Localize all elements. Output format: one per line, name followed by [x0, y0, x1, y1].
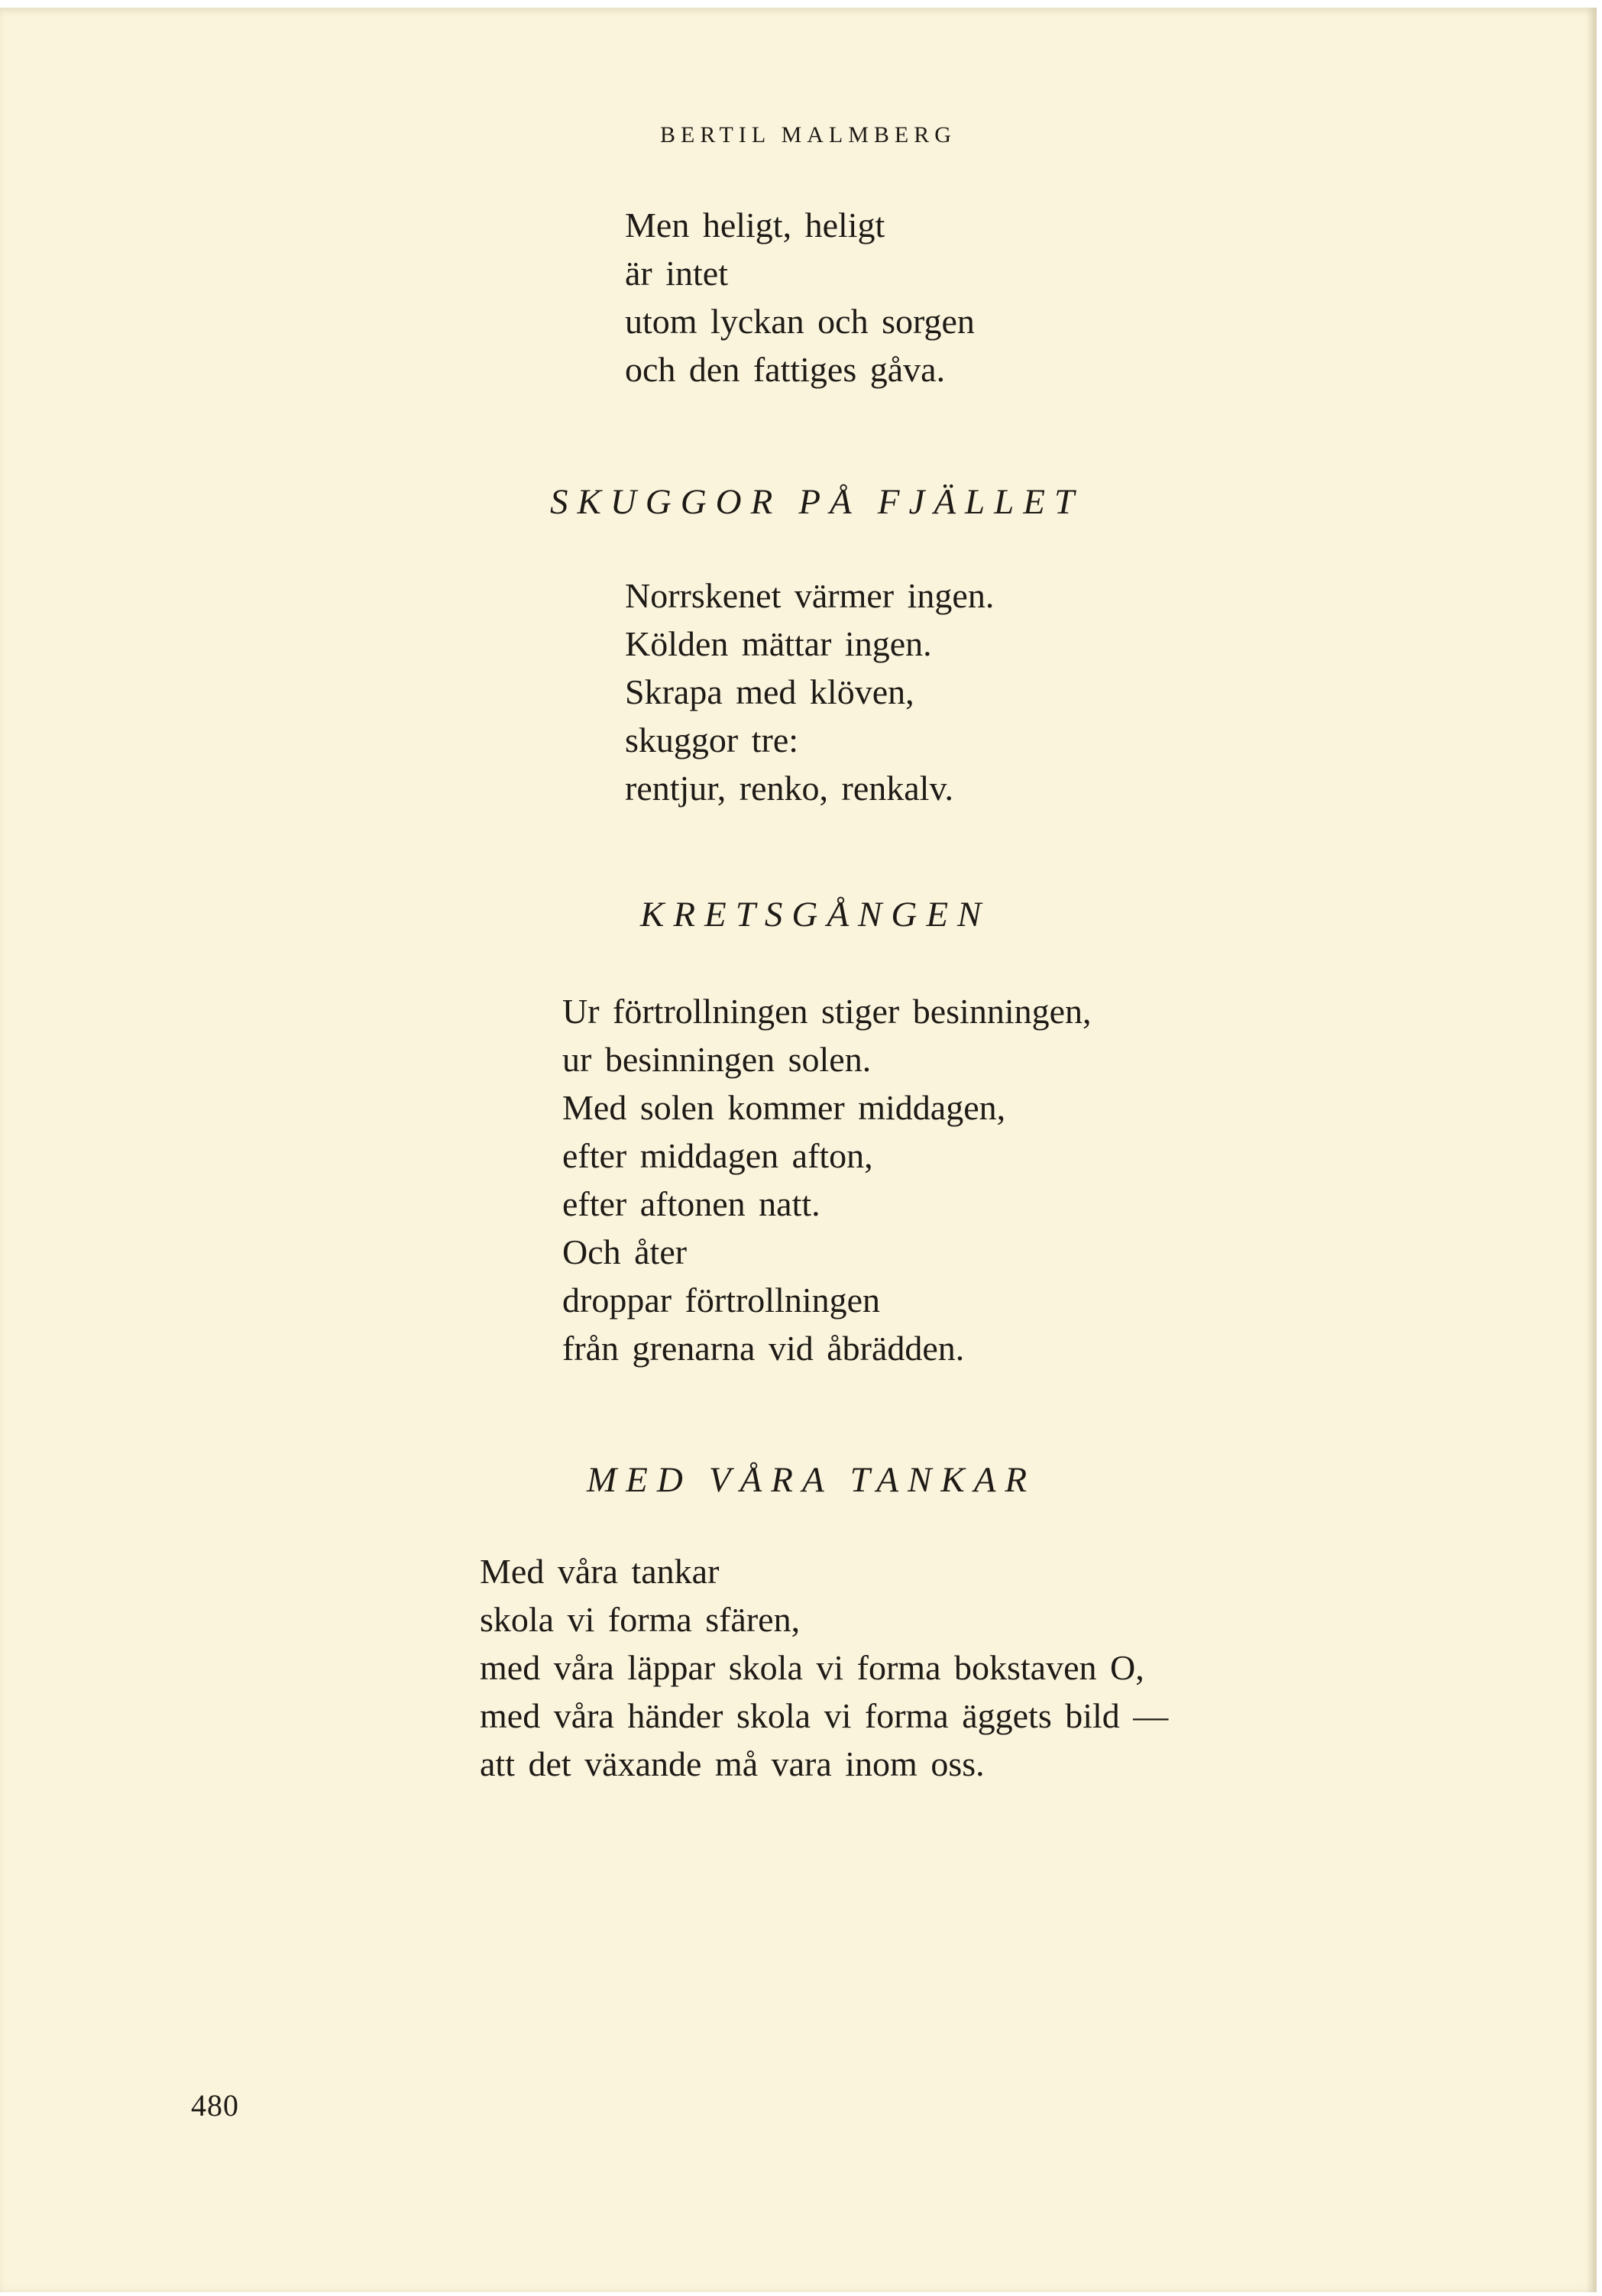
poem-line: med våra läppar skola vi forma bokstaven O,: [480, 1648, 1144, 1687]
poem-line: med våra händer skola vi forma äggets bild —: [480, 1696, 1169, 1735]
poem-line: från grenarna vid åbrädden.: [562, 1329, 965, 1368]
poem-med-vara-tankar-stanza: [480, 1547, 1168, 1788]
poem-line: rentjur, renko, renkalv.: [625, 769, 953, 808]
running-head: BERTIL MALMBERG: [660, 122, 956, 147]
book-page: [0, 8, 1597, 2292]
poem-line: Men heligt, heligt: [625, 206, 885, 244]
poem-title-skuggor-pa-fjallet: [550, 481, 1083, 523]
poem-line: Med våra tankar: [480, 1552, 720, 1591]
poem-line: är intet: [625, 254, 728, 293]
poem-line: skola vi forma sfären,: [480, 1600, 801, 1639]
poem-line: efter middagen afton,: [562, 1136, 873, 1175]
poem-skuggor-pa-fjallet-stanza: [625, 572, 994, 812]
title-word: PÅ: [798, 482, 861, 522]
poem-line: droppar förtrollningen: [562, 1281, 881, 1320]
poem-line: utom lyckan och sorgen: [625, 302, 975, 341]
poem-line: Norrskenet värmer ingen.: [625, 576, 995, 615]
poem-kretsgangen-stanza: [562, 987, 1092, 1372]
poem-title-med-vara-tankar: [587, 1459, 1036, 1501]
poem-fragment-stanza: [625, 201, 975, 393]
title-word: KRETSGÅNGEN: [640, 895, 991, 934]
page-number: 480: [191, 2088, 239, 2123]
poem-line: att det växande må vara inom oss.: [480, 1744, 985, 1783]
poem-line: skuggor tre:: [625, 721, 799, 759]
poem-line: och den fattiges gåva.: [625, 350, 946, 389]
title-word: SKUGGOR: [550, 482, 782, 522]
poem-line: Skrapa med klöven,: [625, 672, 914, 711]
title-word: TANKAR: [850, 1460, 1037, 1500]
poem-line: ur besinningen solen.: [562, 1040, 872, 1079]
poem-line: Kölden mättar ingen.: [625, 624, 932, 663]
poem-line: efter aftonen natt.: [562, 1184, 820, 1223]
title-word: MED: [587, 1460, 692, 1500]
poem-line: Och åter: [562, 1232, 688, 1271]
poem-title-kretsgangen: [640, 894, 990, 935]
title-word: VÅRA: [708, 1460, 833, 1500]
title-word: FJÄLLET: [877, 482, 1084, 522]
poem-line: Ur förtrollningen stiger besinningen,: [562, 992, 1092, 1031]
poem-line: Med solen kommer middagen,: [562, 1088, 1006, 1127]
